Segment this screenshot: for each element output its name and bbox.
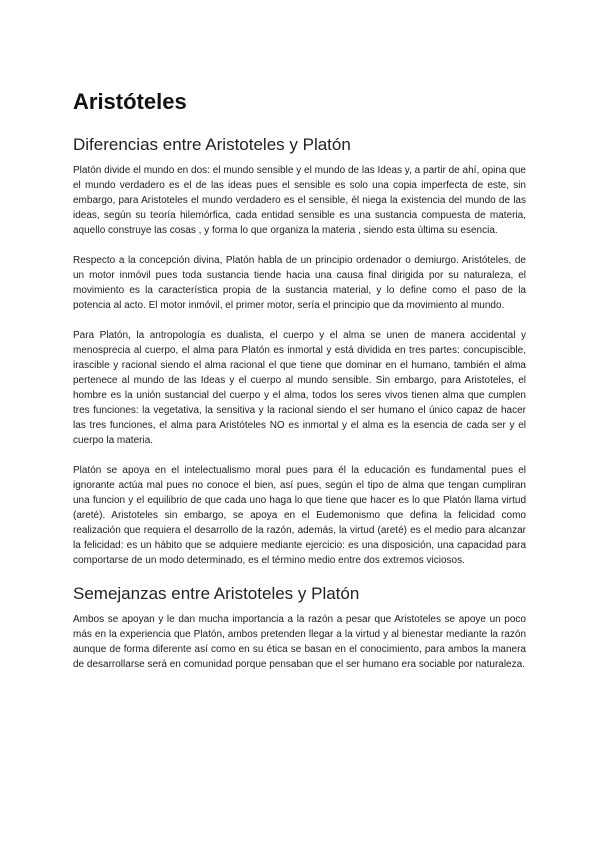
- section-differences: [73, 134, 526, 568]
- section-heading-differences: Diferencias entre Aristoteles y Platón: [73, 135, 351, 154]
- paragraph-semejanzas: Ambos se apoyan y le dan mucha importancia a la razón a pesar que Aristoteles se apoye un poco más en la experiencia que Platón, ambos pretenden llegar a la virtud y al bienestar mediante la razón aunque de forma diferente así como en su ética se basan en el conocimiento, para ambos la manera de desarrollarse será en comunidad porque pensaban que el ser humano era sociable por naturaleza.: [73, 614, 526, 670]
- paragraph-etica: Platón se apoya en el intelectualismo moral pues para él la educación es fundamental pues el ignorante actúa mal pues no conoce el bien, así pues, según el tipo de alma que tengan cumpliran una funcion y el equilibrio de que cada uno haga lo que tiene que hacer es lo que Platón llama virtud (areté). Aristoteles sin embargo, se apoya en el Eudemonismo que defina la felicidad como realización que requiera el desarrollo de la razón, además, la virtud (areté) es el medio para alcanzar la felicidad: es un hábito que se adquiere mediante ejercicio: es una disposición, una capacidad para comportarse de un modo determinado, es el término medio entre dos extremos viciosos.: [73, 465, 526, 566]
- paragraph-mundos: Platón divide el mundo en dos: el mundo sensible y el mundo de las Ideas y, a partir de ahí, opina que el mundo verdadero es el de las ideas pues el sensible es solo una copia imperfecta de este, sin embargo, para Aristoteles el mundo verdadero es el sensible, él niega la existencia del mundo de las ideas, según su teoría hilemórfica, cada entidad sensible es una sustancia compuesta de materia, aquello construye las cosas , y forma lo que organiza la materia , siendo esta última su esencia.: [73, 165, 526, 236]
- paragraph-concepcion-divina: Respecto a la concepción divina, Platón habla de un principio ordenador o demiurgo. Aristóteles, de un motor inmóvil pues toda sustancia tiende hacia una causa final dirigida por su naturaleza, el movimiento es la característica propia de la sustancia material, y lo define como el paso de la potencia al acto. El motor inmóvil, el primer motor, sería el principio que da movimiento al mundo.: [73, 255, 526, 311]
- section-heading-similarities: Semejanzas entre Aristoteles y Platón: [73, 584, 360, 603]
- document-page: [73, 88, 526, 687]
- document-title: Aristóteles: [73, 89, 187, 114]
- section-similarities: [73, 583, 526, 672]
- paragraph-antropologia: Para Platón, la antropología es dualista, el cuerpo y el alma se unen de manera accidental y menosprecia al cuerpo, el alma para Platón es inmortal y está dividida en tres partes: concupiscible, irascible y racional siendo el alma racional el que tiene que dominar en el humano, también el alma pertenece al mundo de las Ideas y el cuerpo al mundo sensible. Sin embargo, para Aristoteles, el hombre es la unión sustancial del cuerpo y el alma, todos los seres vivos tienen alma que cumplen tres funciones: la vegetativa, la sensitiva y la racional siendo el ser humano el único capaz de hacer las tres funciones, el alma para Aristóteles NO es inmortal y el alma es la esencia de cada ser y el cuerpo la materia.: [73, 330, 526, 446]
